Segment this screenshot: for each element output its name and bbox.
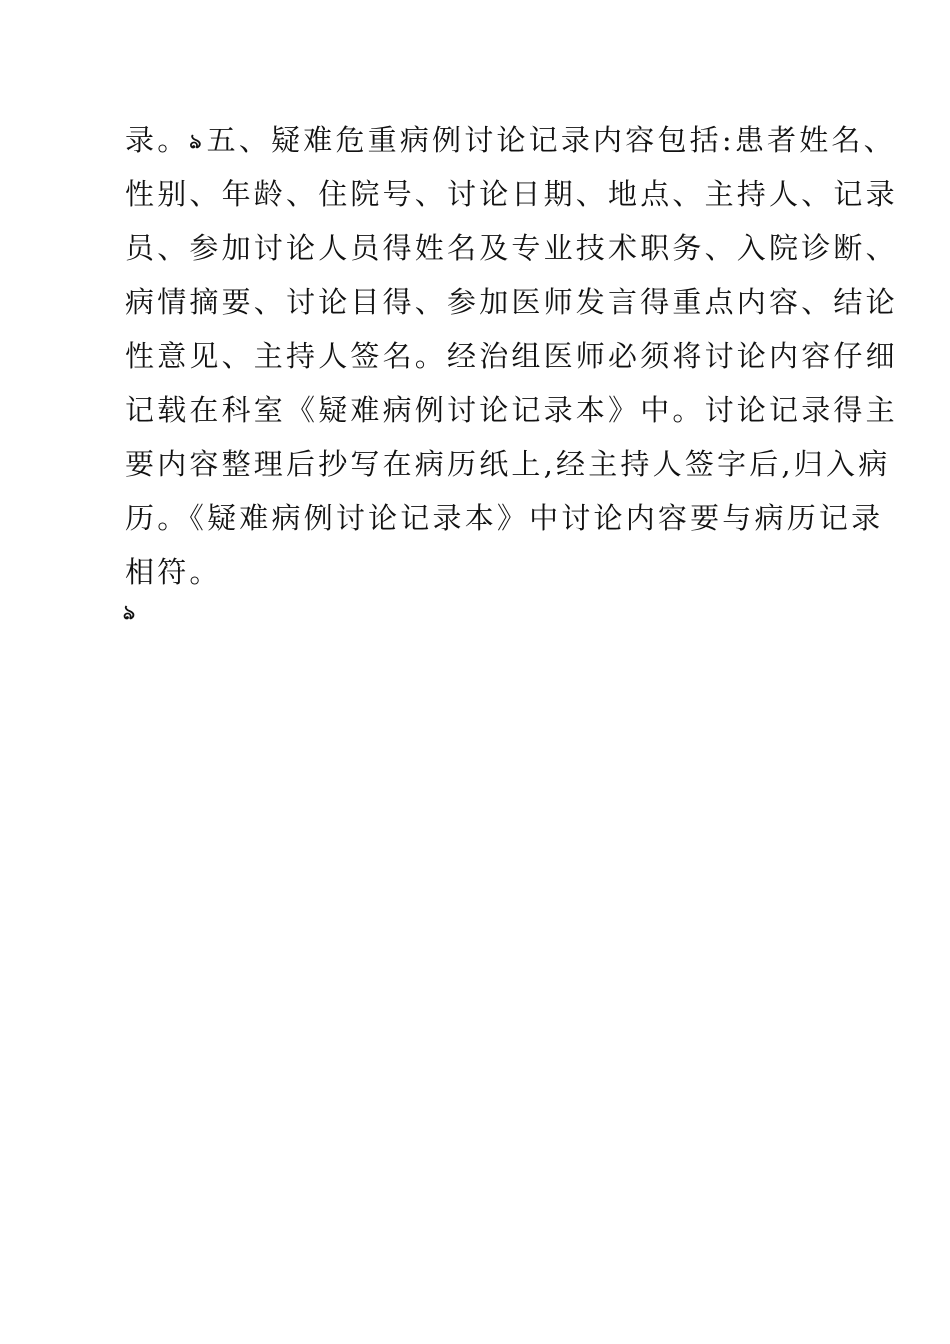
paragraph-mark-icon: ঌ — [189, 129, 205, 153]
text-line-7: 要内容整理后抄写在病历纸上,经主持人签字后,归入病 — [125, 447, 891, 481]
text-line-1 — [125, 113, 896, 167]
line-1-rest: 五、疑难危重病例讨论记录内容包括:患者姓名、 — [206, 123, 896, 157]
text-line-5: 性意见、主持人签名。经治组医师必须将讨论内容仔细 — [125, 339, 898, 373]
text-line-3: 员、参加讨论人员得姓名及专业技术职务、入院诊断、 — [125, 231, 898, 265]
line-1-start: 录。 — [125, 123, 190, 157]
paragraph-mark-icon: ঌ — [123, 600, 136, 624]
text-line-8: 历。《疑难病例讨论记录本》中讨论内容要与病历记录 — [125, 501, 884, 535]
text-line-4: 病情摘要、讨论目得、参加医师发言得重点内容、结论 — [125, 285, 898, 319]
text-line-2: 性别、年龄、住院号、讨论日期、地点、主持人、记录 — [125, 177, 898, 211]
document-body — [125, 113, 898, 599]
text-line-6: 记载在科室《疑难病例讨论记录本》中。讨论记录得主 — [125, 393, 898, 427]
text-line-9: 相符。 — [125, 555, 222, 589]
